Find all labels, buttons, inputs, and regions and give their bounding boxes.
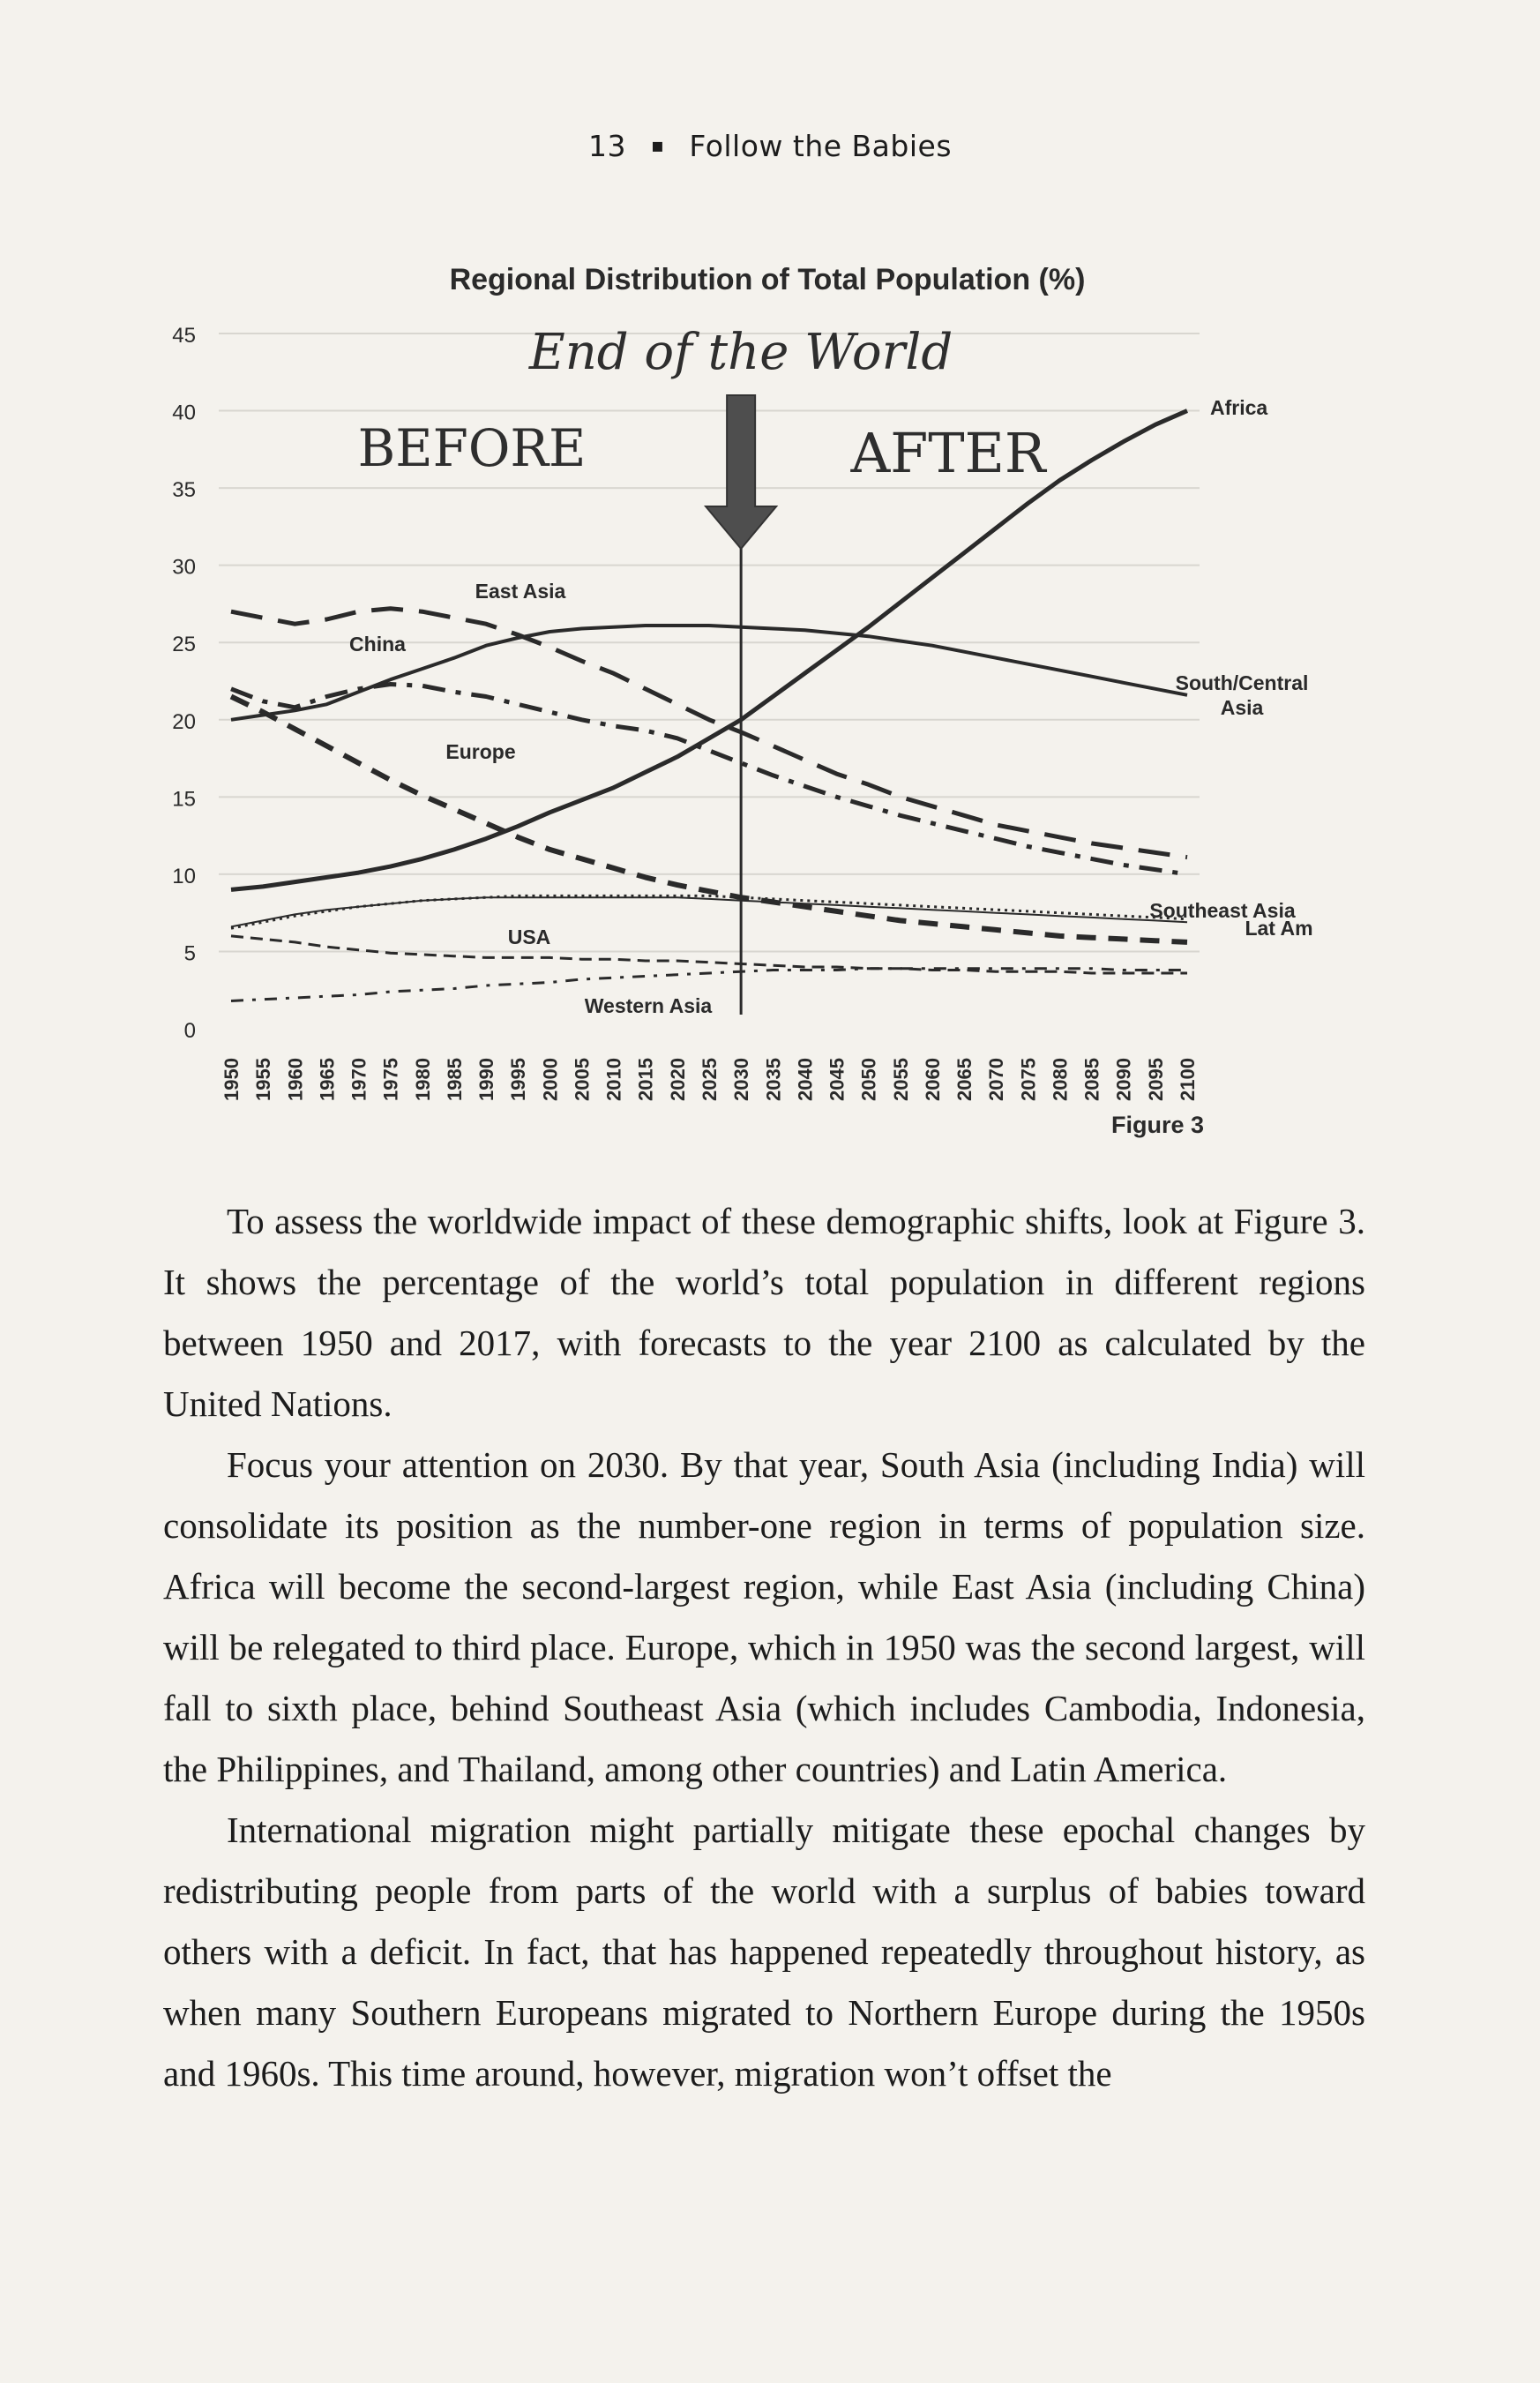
series-label-africa: Africa bbox=[1210, 396, 1268, 419]
book-title: Follow the Babies bbox=[689, 129, 953, 163]
series-label-china: China bbox=[349, 633, 406, 656]
x-tick-label: 2100 bbox=[1177, 1058, 1199, 1101]
series-label-lat-am: Lat Am bbox=[1245, 917, 1313, 940]
series-label-south-central-asia bbox=[1176, 671, 1309, 719]
figure-caption: Figure 3 bbox=[1110, 1112, 1204, 1138]
x-tick-label: 1995 bbox=[507, 1058, 530, 1101]
body-text bbox=[163, 1191, 1365, 2104]
x-tick-label: 2080 bbox=[1049, 1058, 1072, 1101]
x-tick-label: 1960 bbox=[284, 1058, 307, 1101]
y-tick-label: 40 bbox=[172, 401, 196, 425]
series-line-lat-am bbox=[231, 897, 1187, 926]
y-tick-label: 10 bbox=[172, 864, 196, 888]
x-tick-label: 1980 bbox=[411, 1058, 434, 1101]
x-tick-label: 1970 bbox=[348, 1058, 370, 1101]
y-tick-label: 25 bbox=[172, 633, 196, 657]
x-tick-label: 2060 bbox=[921, 1058, 944, 1101]
x-tick-label: 2040 bbox=[794, 1058, 817, 1101]
x-tick-label: 2030 bbox=[730, 1058, 753, 1101]
series-labels bbox=[349, 396, 1313, 1017]
series-line-china bbox=[231, 685, 1187, 874]
chart-title: Regional Distribution of Total Population (%) bbox=[449, 263, 1086, 296]
x-tick-label: 2035 bbox=[762, 1058, 785, 1101]
down-arrow-icon bbox=[706, 395, 776, 549]
series-line-southeast-asia bbox=[231, 895, 1187, 928]
x-tick-label: 2085 bbox=[1080, 1058, 1103, 1101]
series-lines bbox=[231, 411, 1187, 1001]
y-tick-label: 15 bbox=[172, 787, 196, 812]
paragraph-2: Focus your attention on 2030. By that year, South Asia (including India) will consolidate its position as the number-one region in terms of population size. Africa will become the second-largest region, while East Asia (including China) will be relegated to third place. Europe, which in 1950 was the second largest, will fall to sixth place, behind Southeast Asia (which includes Cambodia, Indonesia, the Philippines, and Thailand, among other countries) and Latin America. bbox=[163, 1444, 1365, 1789]
x-tick-label: 2090 bbox=[1112, 1058, 1135, 1101]
y-tick-label: 45 bbox=[172, 324, 196, 348]
x-axis-ticks bbox=[221, 1058, 1199, 1101]
x-tick-label: 2000 bbox=[539, 1058, 562, 1101]
x-tick-label: 1965 bbox=[316, 1058, 339, 1101]
x-tick-label: 1975 bbox=[379, 1058, 402, 1101]
x-tick-label: 2015 bbox=[634, 1058, 657, 1101]
handwritten-headline: End of the World bbox=[528, 324, 953, 381]
x-tick-label: 2095 bbox=[1144, 1058, 1167, 1101]
x-tick-label: 2050 bbox=[857, 1058, 880, 1101]
series-label-western-asia: Western Asia bbox=[584, 994, 713, 1017]
x-tick-label: 2065 bbox=[953, 1058, 976, 1101]
y-tick-label: 30 bbox=[172, 555, 196, 580]
x-tick-label: 2045 bbox=[826, 1058, 848, 1101]
x-tick-label: 2075 bbox=[1017, 1058, 1040, 1101]
separator-glyph: ▪ bbox=[650, 135, 665, 157]
page-number: 13 bbox=[587, 129, 626, 163]
paragraph-1: To assess the worldwide impact of these demographic shifts, look at Figure 3. It shows the percentage of the world’s total population in different regions between 1950 and 2017, with forecasts to the year 2100 as calculated by the United Nations. bbox=[163, 1201, 1365, 1424]
paragraph-3: International migration might partially mitigate these epochal changes by redistributing people from parts of the world with a surplus of babies toward others with a deficit. In fact, that has happened repeatedly throughout history, as when many Southern Europeans migrated to Northern Europe during the 1950s and 1960s. This time around, however, migration won’t offset the bbox=[163, 1810, 1365, 2094]
x-tick-label: 1985 bbox=[443, 1058, 466, 1101]
x-tick-label: 2020 bbox=[666, 1058, 689, 1101]
x-tick-label: 2010 bbox=[602, 1058, 625, 1101]
series-label-line: South/Central bbox=[1175, 671, 1309, 694]
x-tick-label: 1950 bbox=[221, 1058, 243, 1101]
series-label-europe: Europe bbox=[445, 740, 516, 763]
y-tick-label: 5 bbox=[183, 941, 196, 966]
x-tick-label: 2005 bbox=[571, 1058, 594, 1101]
x-tick-label: 2055 bbox=[889, 1058, 912, 1101]
handwritten-before: BEFORE bbox=[357, 418, 587, 478]
handwritten-after: AFTER bbox=[850, 421, 1046, 485]
x-tick-label: 2070 bbox=[985, 1058, 1008, 1101]
series-label-southeast-asia: Southeast Asia bbox=[1149, 899, 1296, 922]
x-tick-label: 1990 bbox=[475, 1058, 498, 1101]
series-label-east-asia: East Asia bbox=[475, 580, 566, 603]
series-label-usa: USA bbox=[507, 925, 551, 948]
x-tick-label: 2025 bbox=[699, 1058, 721, 1101]
population-line-chart bbox=[0, 0, 1540, 1165]
y-axis-ticks bbox=[172, 324, 196, 1043]
series-label-line: Asia bbox=[1220, 696, 1264, 719]
y-tick-label: 0 bbox=[183, 1019, 196, 1043]
figure-3 bbox=[0, 0, 1540, 1165]
y-tick-label: 35 bbox=[172, 478, 196, 503]
y-tick-label: 20 bbox=[172, 709, 196, 734]
x-tick-label: 1955 bbox=[252, 1058, 275, 1101]
